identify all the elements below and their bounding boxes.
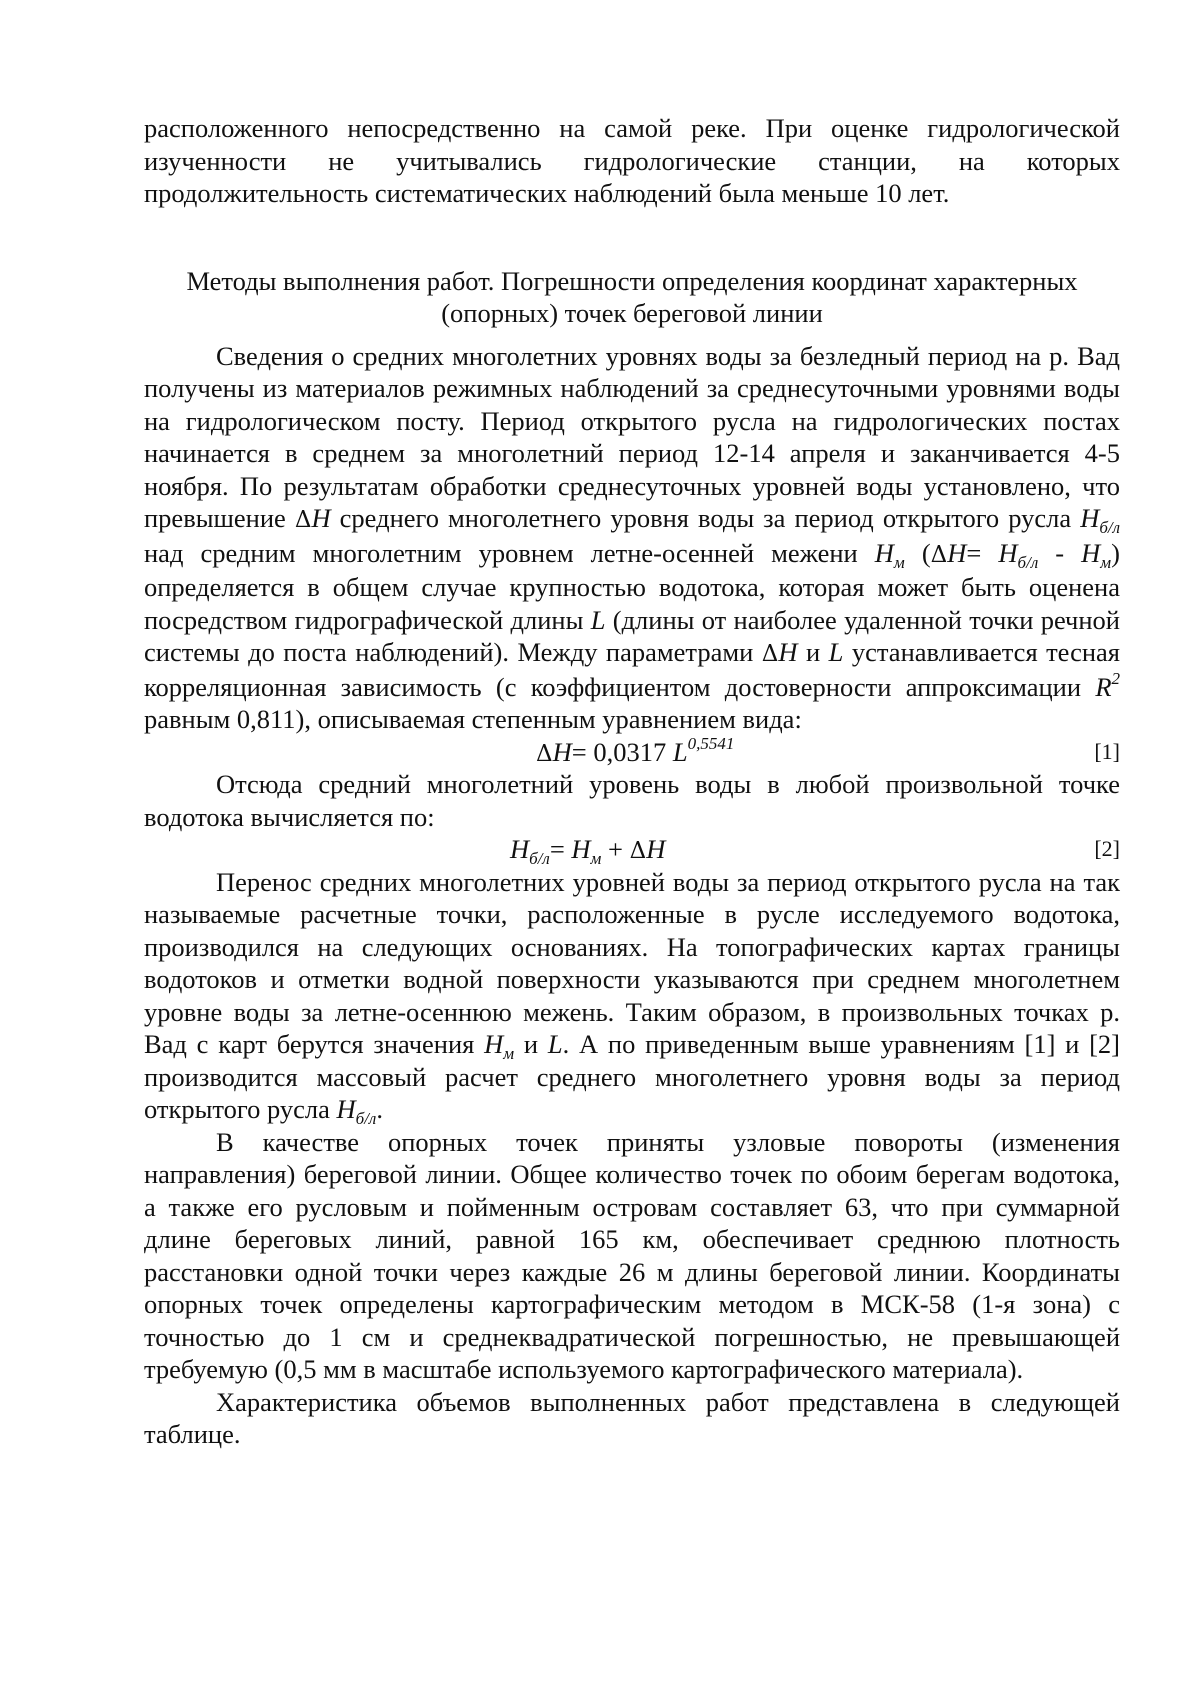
var-r: R <box>1095 671 1112 702</box>
p1-text-2: среднего многолетнего уровня воды за период открытого русла <box>330 503 1081 533</box>
p1-text-5: (длины от наиболее удаленной точки речной системы до поста наблюдений). Между параметрами <box>144 604 1120 667</box>
formula-2-equals: = <box>549 834 572 864</box>
formula-1-coefficient: = 0,0317 <box>571 736 673 767</box>
delta-symbol: Δ <box>294 507 312 533</box>
intro-line-3: продолжительность систематических наблюдений была меньше 10 лет. <box>144 178 950 208</box>
section-heading <box>144 265 1120 330</box>
subscript-m: м <box>503 1044 515 1063</box>
formula-2-expression <box>510 833 665 868</box>
delta-symbol: Δ <box>536 740 553 767</box>
var-l: L <box>590 604 606 635</box>
p4-text-1: В качестве опорных точек приняты узловые повороты (изменения направления) береговой линии. Общее количество точек по обоим берегам водотока, а также его русловым и пойменным островам составляет 63, что при суммарной длине береговых линий, равной 165 км, обеспечивает среднюю плотность расстановки одной точки через каждые 26 м длины береговой линии. Координаты опорных точек определены картографическим методом в МСК-58 (1-я зона) с точностью до 1 см и среднеквадратической погрешностью, не превышающей требуемую (0,5 мм в масштабе используемого картографического материала). <box>144 1126 1120 1384</box>
p3-text-4: . <box>376 1094 383 1124</box>
var-h: H <box>1080 503 1100 533</box>
delta-symbol: Δ <box>761 641 779 667</box>
formula-1-expression <box>536 733 735 771</box>
formula-1-number: [1] <box>1094 738 1120 764</box>
delta-symbol: Δ <box>930 541 948 568</box>
var-l: L <box>547 1029 563 1059</box>
superscript-2: 2 <box>1111 668 1120 688</box>
subscript-bl: б/л <box>529 849 550 868</box>
intro-line-1: расположенного непосредственно на самой реке. При оценке гидрологической <box>144 113 1120 143</box>
formula-2-number: [2] <box>1094 836 1120 861</box>
subscript-m: м <box>590 849 602 868</box>
subscript-m: м <box>893 552 905 572</box>
formula-2 <box>144 833 1120 866</box>
p2-text-1: Отсюда средний многолетний уровень воды в любой произвольной точке водотока вычисляется по: <box>144 769 1120 832</box>
p3-text-1: Перенос средних многолетних уровней воды за период открытого русла на так называемые расчетные точки, расположенные в русле исследуемого водотока, производился на следующих основаниях. На топографических картах границы водотоков и отметки водной поверхности указываются при среднем многолетнем уровне воды за летне-осеннюю межень. Таким образом, в произвольных точках р. Вад с карт берутся значения <box>144 866 1120 1059</box>
subscript-bl: б/л <box>1099 518 1121 537</box>
subscript-m: м <box>1100 552 1112 572</box>
var-l: L <box>672 736 688 767</box>
open-paren: ( <box>904 537 931 568</box>
minus: - <box>1038 537 1082 568</box>
p1-text-1: Сведения о средних многолетних уровнях воды за безледный период на р. Вад получены из материалов режимных наблюдений за среднесуточными уровнями воды на гидрологическом посту. Период открытого русла на гидрологических постах начинается в среднем за многолетний период 12-14 апреля и заканчивается 4-5 ноября. По результатам обработки среднесуточных уровней воды установлено, что превышение <box>144 340 1120 533</box>
paragraph-calculation <box>144 768 1120 833</box>
delta-symbol: Δ <box>629 838 647 864</box>
p1-text-7: равным 0,811), описываемая степенным уравнением вида: <box>144 704 802 734</box>
intro-paragraph <box>144 112 1120 210</box>
var-h: H <box>778 637 798 667</box>
formula-1 <box>144 733 1120 769</box>
section-heading-line-1: Методы выполнения работ. Погрешности определения координат характерных <box>186 265 1078 296</box>
paragraph-reference-points <box>144 1126 1120 1386</box>
var-h: H <box>998 537 1018 568</box>
var-l: L <box>828 637 844 667</box>
p3-text-2: и <box>514 1029 548 1059</box>
document-page <box>144 112 1120 1451</box>
and-word: и <box>797 637 829 667</box>
p1-text-4: определяется в общем случае крупностью водотока, которая может быть оценена посредством гидрографической длины <box>144 572 1120 635</box>
p5-text-1: Характеристика объемов выполненных работ представлена в следующей таблице. <box>144 1386 1120 1449</box>
var-h: H <box>336 1094 356 1124</box>
intro-line-2: изученности не учитывались гидрологические станции, на которых <box>144 145 1120 176</box>
paragraph-table-intro <box>144 1386 1120 1451</box>
paragraph-water-levels <box>144 340 1120 736</box>
var-h: H <box>1081 537 1101 568</box>
var-h: H <box>484 1029 504 1059</box>
var-h: H <box>311 503 331 533</box>
equals: = <box>966 537 999 568</box>
var-h: H <box>947 537 967 568</box>
formula-1-exponent: 0,5541 <box>687 733 735 753</box>
close-paren: ) <box>1111 537 1120 568</box>
p3-text-3: . А по приведенным выше уравнениям [1] и [2] производится массовый расчет среднего многолетнего уровня воды за период открытого русла <box>144 1029 1121 1124</box>
paragraph-transfer <box>144 866 1120 1126</box>
var-h: H <box>571 834 591 864</box>
var-h: H <box>552 736 572 767</box>
p1-text-6: устанавливается тесная корреляционная зависимость (с коэффициентом достоверности аппроксимации <box>144 637 1120 702</box>
subscript-bl: б/л <box>355 1109 377 1128</box>
var-h: H <box>646 834 666 864</box>
p1-text-3: над средним многолетним уровнем летне-осенней межени <box>144 537 875 568</box>
var-h: H <box>874 537 894 568</box>
section-heading-line-2: (опорных) точек береговой линии <box>441 298 823 328</box>
formula-2-plus: + <box>601 834 630 864</box>
subscript-bl: б/л <box>1017 552 1039 572</box>
var-h: H <box>510 834 530 864</box>
